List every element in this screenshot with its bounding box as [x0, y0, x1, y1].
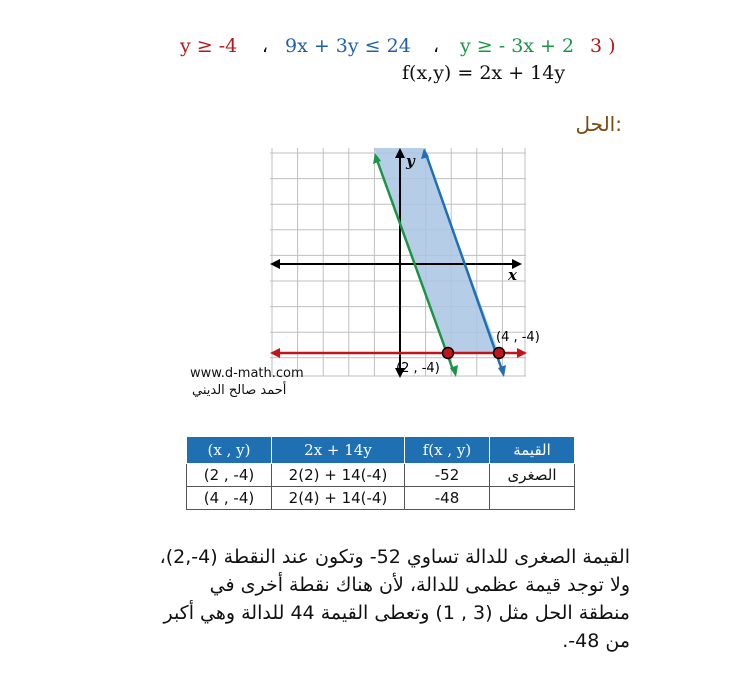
constraint-y-ge-neg3x: y ≥ - 3x + 2	[460, 35, 575, 57]
problem-number: 3 )	[590, 35, 616, 57]
y-axis-label: y	[406, 152, 415, 170]
header-value: القيمة	[490, 437, 575, 464]
cell-value: الصغرى	[490, 464, 575, 487]
conclusion-line-2: ولا توجد قيمة عظمى للدالة، لأن هناك نقطة أخرى في	[209, 574, 630, 596]
point-b-label: (4 , -4)	[496, 330, 540, 345]
evaluation-table	[186, 436, 575, 510]
conclusion-line-1: القيمة الصغرى للدالة تساوي 52- وتكون عند النقطة (4-,2)،	[159, 546, 630, 568]
cell-f: -52	[405, 464, 490, 487]
conclusion-line-4: من 48-.	[562, 630, 630, 652]
constraint-9x-3y: 9x + 3y ≤ 24	[285, 35, 411, 57]
objective-function: f(x,y) = 2x + 14y	[402, 62, 566, 84]
header-expression: 2x + 14y	[272, 437, 405, 464]
conclusion-line-3: منطقة الحل مثل (3 , 1) وتعطى القيمة 44 للدالة وهي أكبر	[163, 602, 630, 624]
website-credit: www.d-math.com	[190, 366, 304, 381]
cell-expression: 2(2) + 14(-4)	[272, 464, 405, 487]
constraint-y-ge-neg4: y ≥ -4	[180, 35, 238, 57]
cell-expression: 2(4) + 14(-4)	[272, 487, 405, 510]
table-row	[187, 464, 575, 487]
x-axis-label: x	[508, 266, 517, 284]
point-a-marker	[443, 348, 454, 359]
header-point: (x , y)	[187, 437, 272, 464]
point-b-marker	[494, 348, 505, 359]
author-credit: أحمد صالح الديني	[192, 383, 287, 398]
problem-statement	[180, 35, 625, 59]
separator-1: ،	[262, 35, 269, 57]
point-a-label: (2 , -4)	[396, 361, 440, 376]
cell-point: (2 , -4)	[187, 464, 272, 487]
table-row	[187, 487, 575, 510]
graph	[270, 148, 540, 378]
solution-label: الحل:	[575, 112, 622, 136]
separator-2: ،	[433, 35, 440, 57]
table-header-row	[187, 437, 575, 464]
conclusion-text	[100, 543, 630, 655]
header-f: f(x , y)	[405, 437, 490, 464]
cell-point: (4 , -4)	[187, 487, 272, 510]
cell-f: -48	[405, 487, 490, 510]
cell-value	[490, 487, 575, 510]
